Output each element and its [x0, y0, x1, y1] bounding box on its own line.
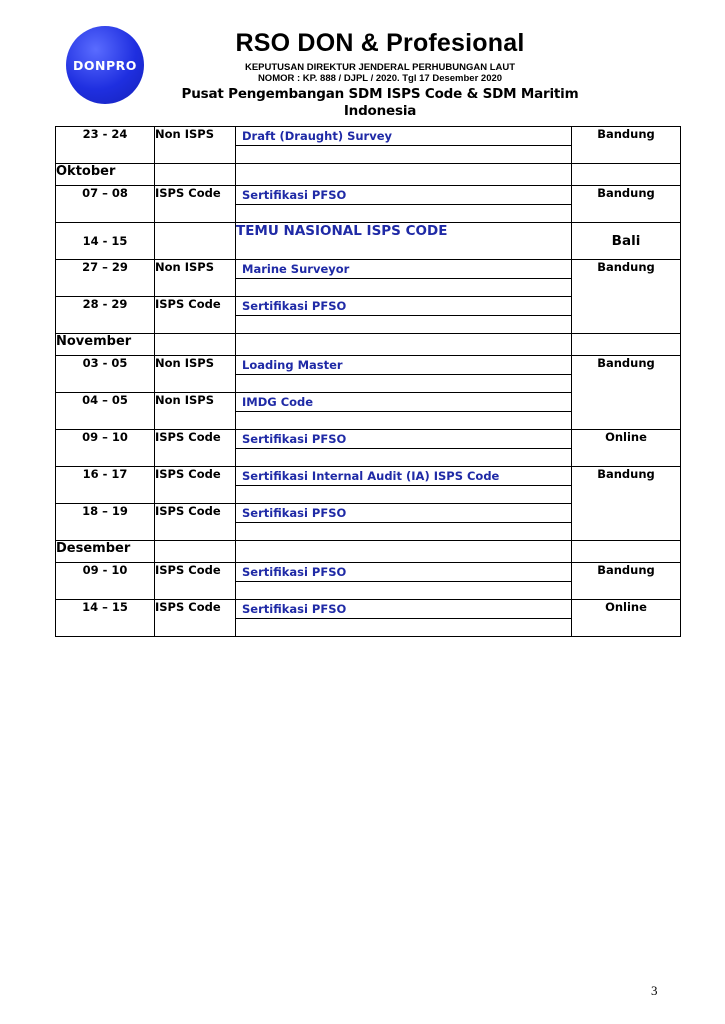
month-row: [56, 164, 681, 186]
program-cell: [236, 467, 572, 504]
program-cell: [236, 186, 572, 223]
category-cell: Non ISPS: [155, 127, 236, 164]
category-cell: ISPS Code: [155, 186, 236, 223]
program-title: Sertifikasi PFSO: [236, 297, 571, 316]
location-cell: Bandung: [572, 467, 681, 541]
training-schedule-table: [55, 126, 681, 637]
page-number: 3: [651, 983, 658, 998]
program-cell: [236, 504, 572, 541]
table-row: [56, 467, 681, 504]
month-label: Desember: [56, 541, 155, 563]
program-title: Loading Master: [236, 356, 571, 375]
category-cell: ISPS Code: [155, 600, 236, 637]
location-cell: Bandung: [572, 563, 681, 600]
program-title: Sertifikasi PFSO: [236, 600, 571, 619]
location-cell: Bandung: [572, 356, 681, 430]
location-cell: Bandung: [572, 127, 681, 164]
month-row: [56, 541, 681, 563]
date-cell: 03 - 05: [56, 356, 155, 393]
category-cell: ISPS Code: [155, 430, 236, 467]
date-cell: 28 - 29: [56, 297, 155, 334]
location-cell: Bali: [572, 223, 681, 260]
date-cell: 16 - 17: [56, 467, 155, 504]
program-title: Sertifikasi PFSO: [236, 186, 571, 205]
program-title: Sertifikasi PFSO: [236, 430, 571, 449]
table-row: [56, 223, 681, 260]
decree-number: NOMOR : KP. 888 / DJPL / 2020. Tgl 17 Desember 2020: [257, 73, 503, 84]
table-row: [56, 430, 681, 467]
table-row: [56, 186, 681, 223]
program-title: Sertifikasi Internal Audit (IA) ISPS Code: [236, 467, 571, 486]
table-row: [56, 356, 681, 393]
program-cell: [236, 260, 572, 297]
date-cell: 09 – 10: [56, 430, 155, 467]
date-cell: 27 – 29: [56, 260, 155, 297]
location-cell: Bandung: [572, 260, 681, 334]
program-title: Marine Surveyor: [236, 260, 571, 279]
program-cell: [236, 563, 572, 600]
table-row: [56, 260, 681, 297]
location-cell: Online: [572, 430, 681, 467]
date-cell: 09 - 10: [56, 563, 155, 600]
category-cell: [155, 223, 236, 260]
category-cell: ISPS Code: [155, 504, 236, 541]
date-cell: 07 – 08: [56, 186, 155, 223]
table-row: [56, 563, 681, 600]
document-title: RSO DON & Profesional: [235, 29, 525, 57]
program-cell: [236, 600, 572, 637]
category-cell: Non ISPS: [155, 260, 236, 297]
program-title: IMDG Code: [236, 393, 571, 412]
program-cell: [236, 356, 572, 393]
program-cell: [236, 430, 572, 467]
category-cell: Non ISPS: [155, 356, 236, 393]
table-row: [56, 127, 681, 164]
date-cell: 23 - 24: [56, 127, 155, 164]
program-cell: [236, 393, 572, 430]
program-title: Sertifikasi PFSO: [236, 504, 571, 523]
logo-text: DONPRO: [73, 57, 137, 73]
program-title: Sertifikasi PFSO: [236, 563, 571, 582]
date-cell: 14 - 15: [56, 223, 155, 260]
program-cell: [236, 297, 572, 334]
location-cell: Bandung: [572, 186, 681, 223]
decree-line: KEPUTUSAN DIREKTUR JENDERAL PERHUBUNGAN LAUT: [244, 62, 516, 73]
date-cell: 14 – 15: [56, 600, 155, 637]
date-cell: 04 – 05: [56, 393, 155, 430]
category-cell: ISPS Code: [155, 467, 236, 504]
location-cell: Online: [572, 600, 681, 637]
program-title: Draft (Draught) Survey: [236, 127, 571, 146]
category-cell: Non ISPS: [155, 393, 236, 430]
table-row: [56, 600, 681, 637]
donpro-logo: [66, 26, 144, 104]
organization-name: Pusat Pengembangan SDM ISPS Code & SDM Maritim Indonesia: [181, 86, 579, 119]
category-cell: ISPS Code: [155, 563, 236, 600]
month-label: Oktober: [56, 164, 155, 186]
program-cell: [236, 127, 572, 164]
month-label: November: [56, 334, 155, 356]
date-cell: 18 – 19: [56, 504, 155, 541]
program-title: TEMU NASIONAL ISPS CODE: [236, 223, 572, 260]
category-cell: ISPS Code: [155, 297, 236, 334]
month-row: [56, 334, 681, 356]
